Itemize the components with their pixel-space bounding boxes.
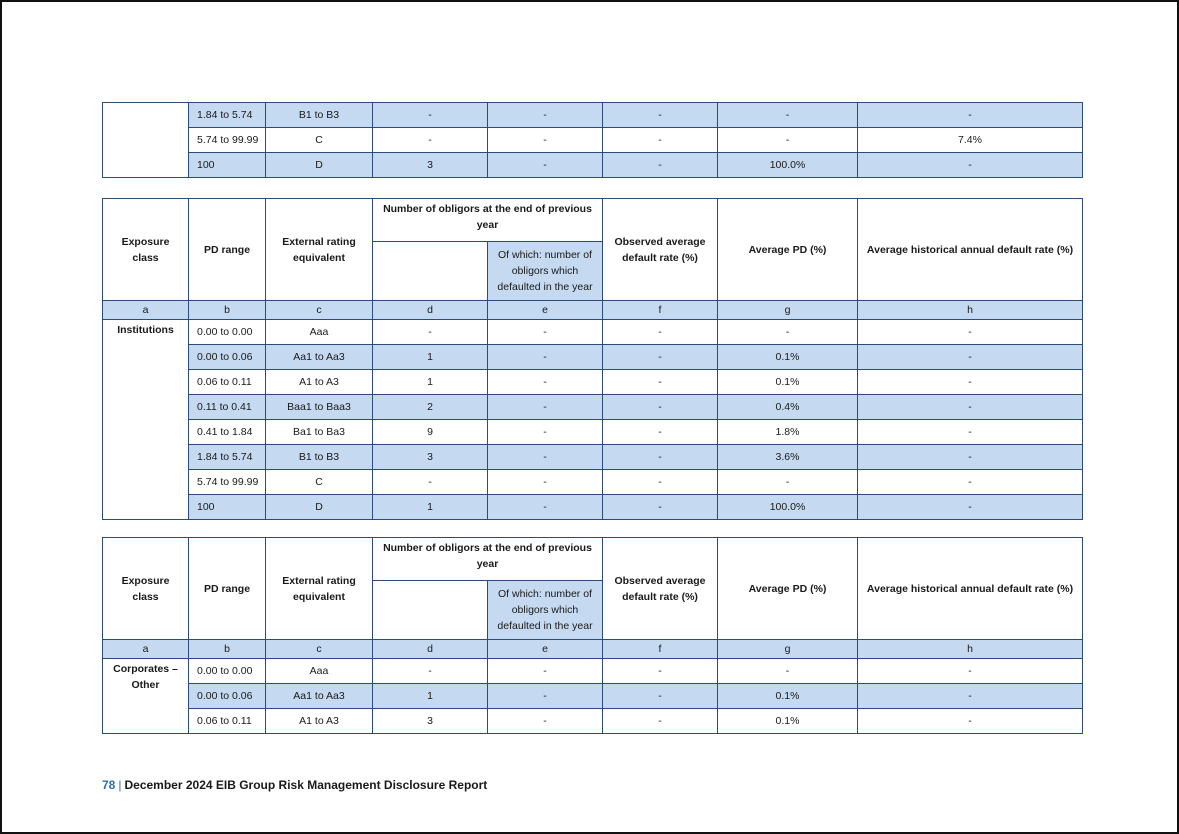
rating-cell: Baa1 to Baa3 [266, 395, 373, 420]
rating-cell: Ba1 to Ba3 [266, 420, 373, 445]
historical-rate-cell: - [858, 420, 1083, 445]
observed-rate-cell: - [603, 320, 718, 345]
defaulted-cell: - [488, 470, 603, 495]
historical-rate-cell: - [858, 153, 1083, 178]
header-observed-default-rate: Observed average default rate (%) [603, 538, 718, 640]
defaulted-cell: - [488, 103, 603, 128]
defaulted-cell: - [488, 370, 603, 395]
letter-c: c [266, 640, 373, 659]
historical-rate-cell: - [858, 370, 1083, 395]
average-pd-cell: 100.0% [718, 153, 858, 178]
table-row [103, 395, 1083, 420]
rating-cell: A1 to A3 [266, 709, 373, 734]
rating-cell: Aaa [266, 320, 373, 345]
pd-range-cell: 100 [189, 495, 266, 520]
header-exposure-class: Exposure class [103, 199, 189, 301]
letters-row [103, 640, 1083, 659]
average-pd-cell: 0.1% [718, 345, 858, 370]
letter-g: g [718, 301, 858, 320]
average-pd-cell: 1.8% [718, 420, 858, 445]
rating-cell: Aa1 to Aa3 [266, 684, 373, 709]
obligors-cell: 3 [373, 445, 488, 470]
obligors-cell: 9 [373, 420, 488, 445]
rating-cell: D [266, 495, 373, 520]
letter-h: h [858, 640, 1083, 659]
letter-e: e [488, 301, 603, 320]
table-row [103, 103, 1083, 128]
observed-rate-cell: - [603, 370, 718, 395]
historical-rate-cell: - [858, 395, 1083, 420]
table-row [103, 470, 1083, 495]
rating-cell: Aa1 to Aa3 [266, 345, 373, 370]
obligors-cell: 3 [373, 153, 488, 178]
pd-range-cell: 100 [189, 153, 266, 178]
letter-b: b [189, 640, 266, 659]
exposure-class-cell: Corporates – Other [103, 659, 189, 734]
historical-rate-cell: - [858, 470, 1083, 495]
table-row [103, 420, 1083, 445]
observed-rate-cell: - [603, 420, 718, 445]
historical-rate-cell: 7.4% [858, 128, 1083, 153]
defaulted-cell: - [488, 345, 603, 370]
table-row [103, 709, 1083, 734]
obligors-cell: 1 [373, 684, 488, 709]
header-of-which-defaulted: Of which: number of obligors which defaulted in the year [488, 581, 603, 640]
header-average-pd: Average PD (%) [718, 538, 858, 640]
header-external-rating: External rating equivalent [266, 538, 373, 640]
observed-rate-cell: - [603, 470, 718, 495]
header-external-rating: External rating equivalent [266, 199, 373, 301]
letter-f: f [603, 640, 718, 659]
table-row [103, 345, 1083, 370]
rating-cell: B1 to B3 [266, 445, 373, 470]
page-footer [102, 778, 487, 792]
letter-d: d [373, 640, 488, 659]
pd-range-cell: 0.41 to 1.84 [189, 420, 266, 445]
letter-b: b [189, 301, 266, 320]
header-pd-range: PD range [189, 199, 266, 301]
defaulted-cell: - [488, 128, 603, 153]
observed-rate-cell: - [603, 345, 718, 370]
obligors-cell: 1 [373, 345, 488, 370]
table-row [103, 370, 1083, 395]
footer-separator: | [118, 778, 122, 792]
observed-rate-cell: - [603, 395, 718, 420]
average-pd-cell: 0.1% [718, 709, 858, 734]
average-pd-cell: - [718, 320, 858, 345]
table-row [103, 153, 1083, 178]
rating-cell: C [266, 470, 373, 495]
pd-range-cell: 0.06 to 0.11 [189, 370, 266, 395]
pd-range-cell: 0.00 to 0.00 [189, 659, 266, 684]
header-pd-range: PD range [189, 538, 266, 640]
table-institutions [102, 198, 1083, 520]
defaulted-cell: - [488, 320, 603, 345]
historical-rate-cell: - [858, 103, 1083, 128]
obligors-cell: 3 [373, 709, 488, 734]
header-average-pd: Average PD (%) [718, 199, 858, 301]
historical-rate-cell: - [858, 320, 1083, 345]
header-exposure-class: Exposure class [103, 538, 189, 640]
observed-rate-cell: - [603, 659, 718, 684]
historical-rate-cell: - [858, 345, 1083, 370]
letter-d: d [373, 301, 488, 320]
letter-c: c [266, 301, 373, 320]
defaulted-cell: - [488, 684, 603, 709]
obligors-cell: - [373, 128, 488, 153]
header-historical-default-rate: Average historical annual default rate (%) [858, 538, 1083, 640]
observed-rate-cell: - [603, 128, 718, 153]
letter-h: h [858, 301, 1083, 320]
exposure-class-cell: Institutions [103, 320, 189, 520]
table-row [103, 495, 1083, 520]
header-obligors: Number of obligors at the end of previous year [373, 538, 603, 581]
rating-cell: C [266, 128, 373, 153]
historical-rate-cell: - [858, 495, 1083, 520]
average-pd-cell: 0.1% [718, 684, 858, 709]
pd-range-cell: 0.00 to 0.06 [189, 345, 266, 370]
header-historical-default-rate: Average historical annual default rate (%) [858, 199, 1083, 301]
observed-rate-cell: - [603, 709, 718, 734]
letter-e: e [488, 640, 603, 659]
average-pd-cell: 0.4% [718, 395, 858, 420]
defaulted-cell: - [488, 420, 603, 445]
letters-row [103, 301, 1083, 320]
table-row [103, 684, 1083, 709]
average-pd-cell: 3.6% [718, 445, 858, 470]
header-observed-default-rate: Observed average default rate (%) [603, 199, 718, 301]
historical-rate-cell: - [858, 684, 1083, 709]
defaulted-cell: - [488, 709, 603, 734]
average-pd-cell: - [718, 128, 858, 153]
average-pd-cell: - [718, 659, 858, 684]
average-pd-cell: - [718, 103, 858, 128]
table-top-continuation [102, 102, 1083, 178]
pd-range-cell: 5.74 to 99.99 [189, 470, 266, 495]
observed-rate-cell: - [603, 445, 718, 470]
letter-f: f [603, 301, 718, 320]
defaulted-cell: - [488, 659, 603, 684]
pd-range-cell: 1.84 to 5.74 [189, 103, 266, 128]
table-row [103, 659, 1083, 684]
exposure-class-cell [103, 103, 189, 178]
average-pd-cell: 0.1% [718, 370, 858, 395]
pd-range-cell: 1.84 to 5.74 [189, 445, 266, 470]
pd-range-cell: 0.11 to 0.41 [189, 395, 266, 420]
obligors-cell: - [373, 659, 488, 684]
observed-rate-cell: - [603, 103, 718, 128]
table-row [103, 128, 1083, 153]
rating-cell: B1 to B3 [266, 103, 373, 128]
obligors-cell: 1 [373, 370, 488, 395]
obligors-cell: - [373, 320, 488, 345]
rating-cell: D [266, 153, 373, 178]
table-row [103, 320, 1083, 345]
header-obligors: Number of obligors at the end of previous year [373, 199, 603, 242]
average-pd-cell: - [718, 470, 858, 495]
observed-rate-cell: - [603, 495, 718, 520]
pd-range-cell: 0.00 to 0.00 [189, 320, 266, 345]
table-row [103, 445, 1083, 470]
table-corporates-other [102, 537, 1083, 734]
defaulted-cell: - [488, 395, 603, 420]
defaulted-cell: - [488, 495, 603, 520]
historical-rate-cell: - [858, 659, 1083, 684]
rating-cell: A1 to A3 [266, 370, 373, 395]
historical-rate-cell: - [858, 445, 1083, 470]
report-title: December 2024 EIB Group Risk Management Disclosure Report [124, 778, 488, 792]
header-of-which-defaulted: Of which: number of obligors which defaulted in the year [488, 242, 603, 301]
pd-range-cell: 5.74 to 99.99 [189, 128, 266, 153]
average-pd-cell: 100.0% [718, 495, 858, 520]
pd-range-cell: 0.06 to 0.11 [189, 709, 266, 734]
letter-a: a [103, 640, 189, 659]
pd-range-cell: 0.00 to 0.06 [189, 684, 266, 709]
historical-rate-cell: - [858, 709, 1083, 734]
letter-g: g [718, 640, 858, 659]
obligors-cell: - [373, 103, 488, 128]
rating-cell: Aaa [266, 659, 373, 684]
letter-a: a [103, 301, 189, 320]
obligors-cell: 1 [373, 495, 488, 520]
obligors-cell: 2 [373, 395, 488, 420]
defaulted-cell: - [488, 153, 603, 178]
observed-rate-cell: - [603, 153, 718, 178]
observed-rate-cell: - [603, 684, 718, 709]
page-number: 78 [102, 778, 116, 792]
obligors-cell: - [373, 470, 488, 495]
defaulted-cell: - [488, 445, 603, 470]
